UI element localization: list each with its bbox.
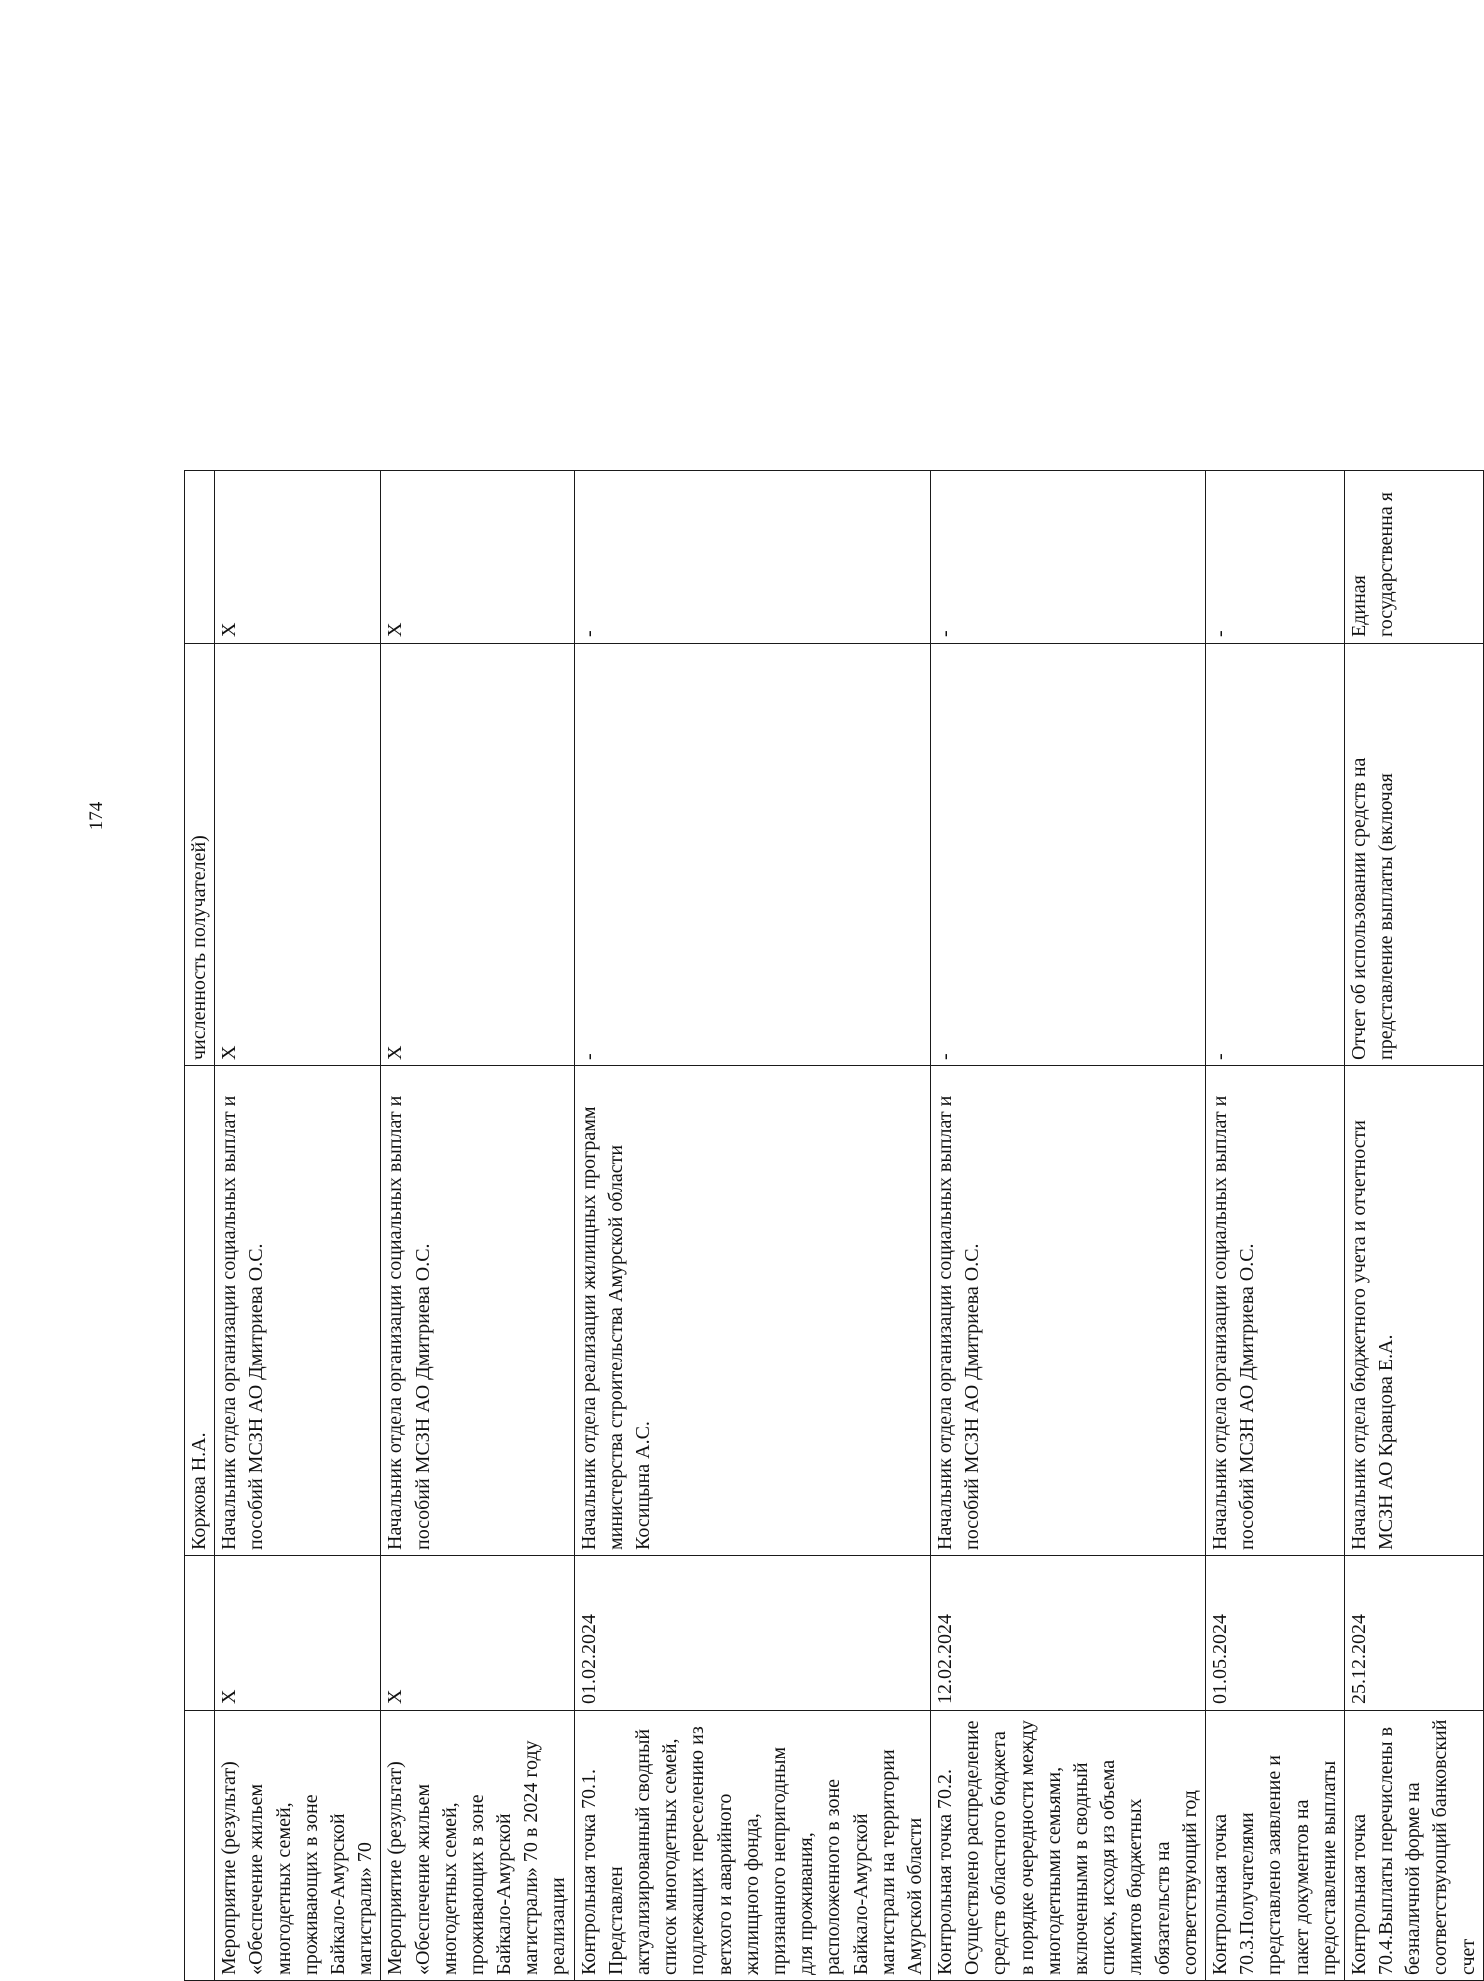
table-header-row bbox=[185, 471, 215, 1981]
plan-table bbox=[184, 470, 1484, 1981]
row-system: Единая государственна я bbox=[1344, 471, 1483, 644]
row-system: - bbox=[931, 471, 1206, 644]
table-row bbox=[931, 471, 1206, 1981]
table-row bbox=[381, 471, 574, 1981]
row-system: - bbox=[574, 471, 930, 644]
header-cell-responsible: Коржова Н.А. bbox=[185, 1066, 215, 1556]
row-responsible: Начальник отдела организации социальных выплат и пособий МСЗН АО Дмитриева О.С. bbox=[1205, 1066, 1344, 1556]
header-cell-5 bbox=[185, 471, 215, 644]
row-system: - bbox=[1205, 471, 1344, 644]
table-row bbox=[574, 471, 930, 1981]
row-document: - bbox=[931, 644, 1206, 1066]
header-cell-document: численность получателей) bbox=[185, 644, 215, 1066]
rotated-table-wrapper bbox=[184, 471, 1479, 1981]
row-document: Отчет об использовании средств на представление выплаты (включая bbox=[1344, 644, 1483, 1066]
row-document: - bbox=[1205, 644, 1344, 1066]
row-responsible: Начальник отдела организации социальных выплат и пособий МСЗН АО Дмитриева О.С. bbox=[215, 1066, 381, 1556]
row-name: Контрольная точка 70.2. Осуществлено распределение средств областного бюджета в порядке очередности между многодетными семьями, включенными в сводный список, исходя из объема лимитов бюджетных обязательств на соответствующий год bbox=[931, 1711, 1206, 1981]
row-name: Мероприятие (результат) «Обеспечение жильем многодетных семей, проживающих в зоне Байкало-Амурской магистрали» 70 в 2024 году реализации bbox=[381, 1711, 574, 1981]
row-name: Контрольная точка 70.4.Выплаты перечислены в безналичной форме на соответствующий банковский счет bbox=[1344, 1711, 1483, 1981]
table-row bbox=[1344, 471, 1483, 1981]
row-date: X bbox=[381, 1556, 574, 1711]
row-date: 12.02.2024 bbox=[931, 1556, 1206, 1711]
row-name: Контрольная точка 70.1. Представлен актуализированный сводный список многодетных семей, подлежащих переселению из ветхого и аварийного жилищного фонда, признанного непригодным для проживания, расположенного в зоне Байкало-Амурской магистрали на территории Амурской области bbox=[574, 1711, 930, 1981]
row-responsible: Начальник отдела реализации жилищных программ министерства строительства Амурской области Косицына А.С. bbox=[574, 1066, 930, 1556]
row-document: X bbox=[381, 644, 574, 1066]
header-cell-1 bbox=[185, 1711, 215, 1981]
row-document: - bbox=[574, 644, 930, 1066]
row-date: 25.12.2024 bbox=[1344, 1556, 1483, 1711]
row-responsible: Начальник отдела бюджетного учета и отчетности МСЗН АО Кравцова Е.А. bbox=[1344, 1066, 1483, 1556]
row-name: Мероприятие (результат) «Обеспечение жильем многодетных семей, проживающих в зоне Байкало-Амурской магистрали» 70 bbox=[215, 1711, 381, 1981]
row-system: X bbox=[381, 471, 574, 644]
row-date: X bbox=[215, 1556, 381, 1711]
row-system: X bbox=[215, 471, 381, 644]
row-document: X bbox=[215, 644, 381, 1066]
table-row bbox=[1205, 471, 1344, 1981]
row-responsible: Начальник отдела организации социальных выплат и пособий МСЗН АО Дмитриева О.С. bbox=[931, 1066, 1206, 1556]
header-cell-2 bbox=[185, 1556, 215, 1711]
row-responsible: Начальник отдела организации социальных выплат и пособий МСЗН АО Дмитриева О.С. bbox=[381, 1066, 574, 1556]
row-date: 01.02.2024 bbox=[574, 1556, 930, 1711]
row-name: Контрольная точка 70.3.Получателями представлено заявление и пакет документов на предоставление выплаты bbox=[1205, 1711, 1344, 1981]
table-row bbox=[215, 471, 381, 1981]
page-number: 174 bbox=[86, 801, 107, 831]
row-date: 01.05.2024 bbox=[1205, 1556, 1344, 1711]
